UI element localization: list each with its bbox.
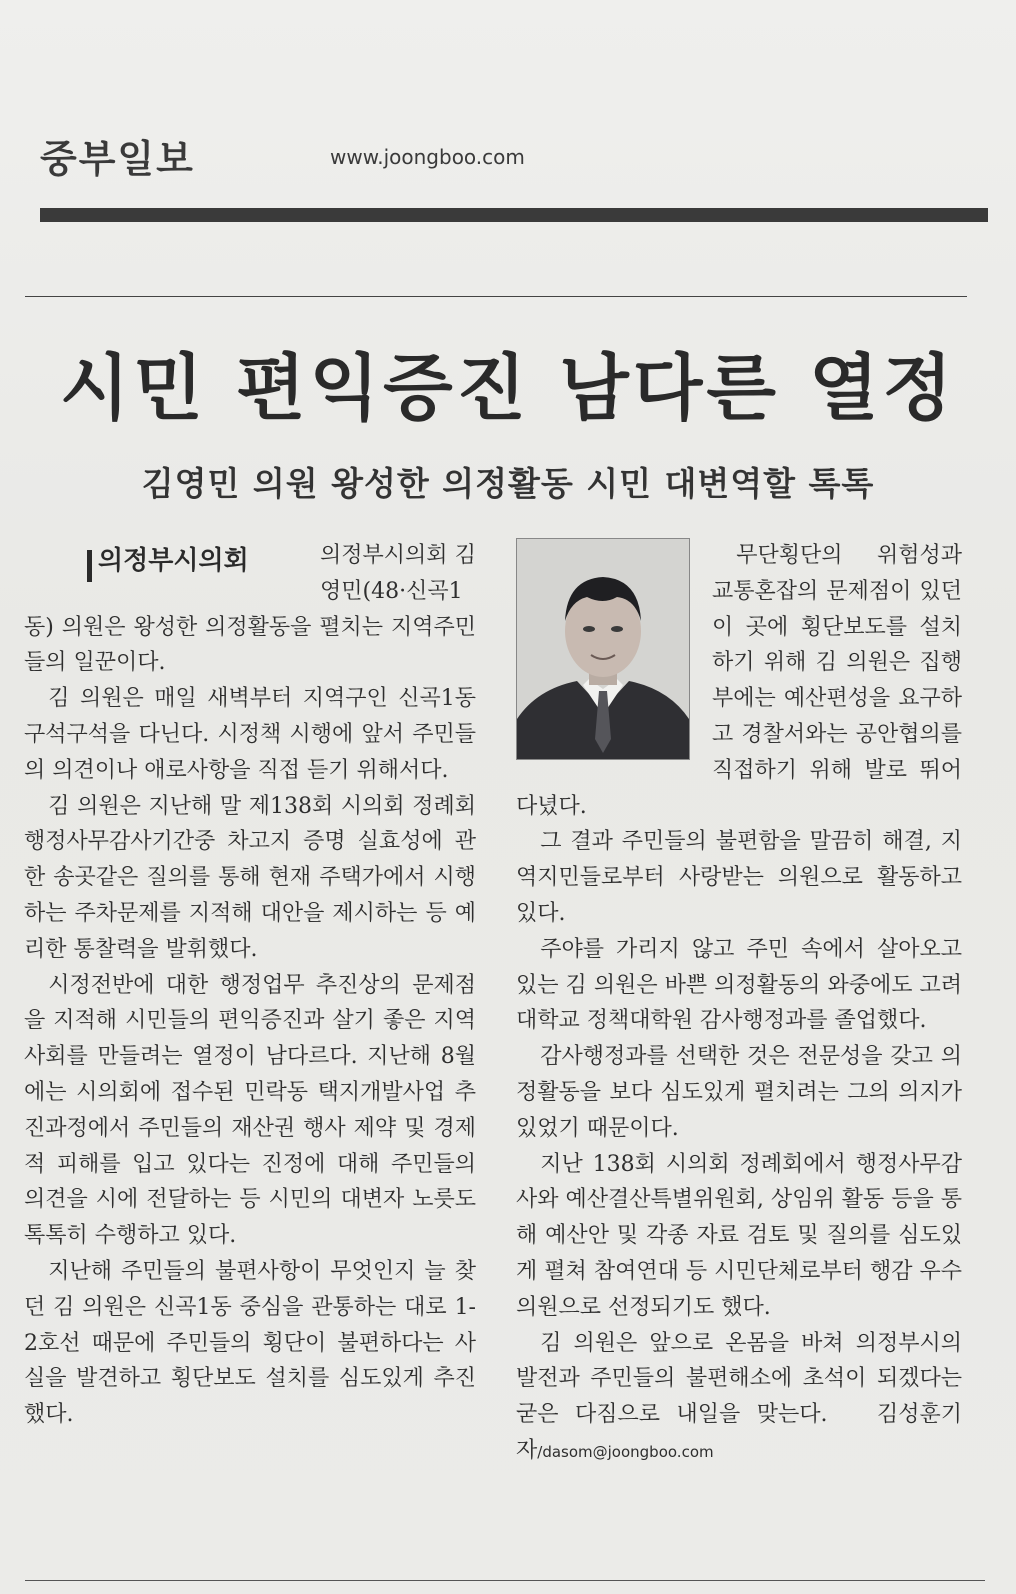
article-left-column xyxy=(24,538,476,1433)
section-tag-bar xyxy=(87,550,92,582)
article-headline: 시민 편익증진 남다른 열정 xyxy=(59,346,957,430)
paragraph: 지난 138회 시의회 정례회에서 행정사무감사와 예산결산특별위원회, 상임위 활동 등을 통해 예산안 및 각종 자료 검토 및 질의를 심도있게 펼쳐 참여연대 등 시민단체로부터 행감 우수의원으로 선정되기도 했다. xyxy=(516,1151,962,1320)
paragraph-final xyxy=(516,1326,962,1471)
paragraph: 감사행정과를 선택한 것은 전문성을 갖고 의정활동을 보다 심도있게 펼치려는 그의 의지가 있었기 때문이다. xyxy=(516,1044,962,1141)
paragraph: 무단횡단의 위험성과 교통혼잡의 문제점이 있던 이 곳에 횡단보도를 설치하기 위해 김 의원은 집행부에는 예산편성을 요구하고 경찰서와는 공안협의를 직접하기 위해 발로 뛰어다녔다. xyxy=(516,543,962,819)
paragraph: 주야를 가리지 않고 주민 속에서 살아오고 있는 김 의원은 바쁜 의정활동의 와중에도 고려대학교 정책대학원 감사행정과를 졸업했다. xyxy=(516,936,962,1034)
portrait-image xyxy=(517,539,689,759)
section-tag xyxy=(24,538,316,606)
paragraph: 지난해 주민들의 불편사항이 무엇인지 늘 찾던 김 의원은 신곡1동 중심을 관통하는 대로 1-2호선 때문에 주민들의 횡단이 불편하다는 사실을 발견하고 횡단보도 설치를 심도있게 추진했다. xyxy=(24,1258,476,1428)
masthead-divider xyxy=(40,208,988,222)
section-tag-label: 의정부시의회 xyxy=(98,546,249,576)
masthead-url: www.joongboo.com xyxy=(330,145,525,169)
paragraph: 그 결과 주민들의 불편함을 말끔히 해결, 지역지민들로부터 사랑받는 의원으로 활동하고 있다. xyxy=(516,829,962,926)
article-subheadline: 김영민 의원 왕성한 의정활동 시민 대변역할 톡톡 xyxy=(141,464,875,503)
paragraph-final-text: 김 의원은 앞으로 온몸을 바쳐 의정부시의 발전과 주민들의 불편해소에 초석이 되겠다는 굳은 다짐으로 내일을 맞는다. xyxy=(516,1330,962,1428)
article-right-column xyxy=(516,538,962,1471)
paragraph: 의정부시의회 김영민(48·신곡1동) 의원은 왕성한 의정활동을 펼치는 지역주민들의 일꾼이다. xyxy=(24,543,476,676)
paragraph: 시정전반에 대한 행정업무 추진상의 문제점을 지적해 시민들의 편익증진과 살기 좋은 지역사회를 만들려는 열정이 남다르다. 지난해 8월에는 시의회에 접수된 민락동 택지개발사업 추진과정에서 주민들의 재산권 행사 제약 및 경제적 피해를 입고 있다는 진정에 대해 주민들의 의견을 시에 전달하는 등 시민의 대변자 노릇도 톡톡히 수행하고 있다. xyxy=(24,972,476,1249)
masthead-name: 중부일보 xyxy=(40,137,195,181)
article-bottom-rule xyxy=(25,1580,985,1581)
paragraph: 김 의원은 매일 새벽부터 지역구인 신곡1동 구석구석을 다닌다. 시정책 시행에 앞서 주민들의 의견이나 애로사항을 직접 듣기 위해서다. xyxy=(24,686,476,783)
byline: 김성훈기자 xyxy=(516,1402,962,1463)
byline-email: /dasom@joongboo.com xyxy=(537,1442,714,1461)
paragraph: 김 의원은 지난해 말 제138회 시의회 정례회 행정사무감사기간중 차고지 증명 실효성에 관한 송곳같은 질의를 통해 현재 주택가에서 시행하는 주차문제를 지적해 대안을 제시하는 등 예리한 통찰력을 발휘했다. xyxy=(24,793,476,962)
portrait-photo xyxy=(516,538,690,760)
article-top-rule xyxy=(25,296,967,297)
